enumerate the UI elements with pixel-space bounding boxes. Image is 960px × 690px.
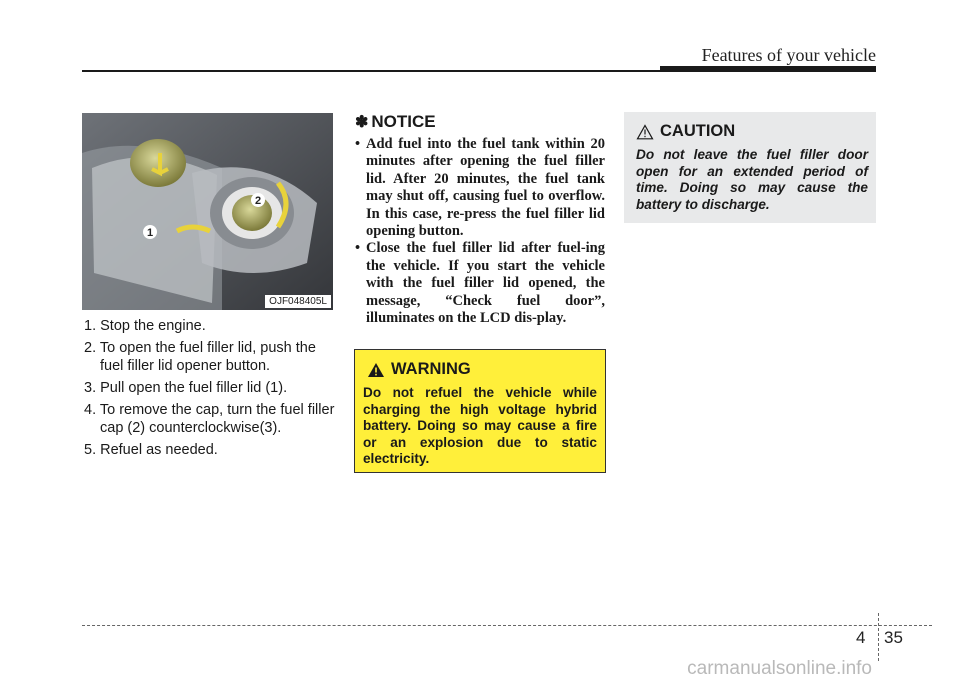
caution-box — [624, 112, 876, 223]
notice-star-icon: ✽ — [355, 114, 369, 131]
bullet-icon: • — [355, 136, 361, 152]
caution-title: CAUTION — [660, 122, 736, 140]
callout-1: 1 — [146, 227, 154, 239]
notice-box — [355, 112, 605, 327]
warning-text: Do not refuel the vehicle while charging the high voltage hybrid battery. Doing so may cause a fire or an explosion due to static electricity. — [363, 385, 597, 467]
page-divider — [878, 613, 879, 661]
notice-title — [355, 112, 605, 132]
warning-header — [367, 360, 597, 379]
step-item: 4. To remove the cap, turn the fuel filler cap (2) counterclockwise(3). — [84, 402, 335, 436]
step-item: 1. Stop the engine. — [84, 318, 206, 334]
step-item: 3. Pull open the fuel filler lid (1). — [84, 380, 288, 396]
warning-title: WARNING — [391, 360, 471, 378]
notice-item — [355, 136, 605, 240]
bullet-icon: • — [355, 240, 361, 257]
callout-2: 2 — [254, 195, 262, 207]
step-item: 2. To open the fuel filler lid, push the fuel filler lid opener button. — [84, 340, 316, 374]
warning-triangle-icon — [367, 362, 385, 378]
notice-item-text: Add fuel into the fuel tank within 20 minutes after opening the fuel filler lid. After 20 minutes, the fuel tank may shut off, causing fuel to overflow. In this case, re-press the fuel filler lid opening button. — [366, 136, 605, 240]
photo-code: OJF048405L — [265, 295, 331, 308]
notice-item-text: Close the fuel filler lid after fuel-ing the vehicle. If you start the vehicle with the fuel filler lid opened, the message, “Check fuel door”, illuminates on the LCD dis-play. — [366, 240, 605, 327]
notice-item — [355, 240, 605, 327]
header-title: Features of your vehicle — [701, 45, 876, 65]
watermark: carmanualsonline.info — [687, 658, 872, 679]
step-item: 5. Refuel as needed. — [84, 442, 218, 458]
steps-list — [84, 317, 336, 463]
page-number: 35 — [884, 628, 903, 647]
fuel-filler-illustration — [82, 113, 333, 310]
caution-header — [636, 122, 868, 141]
chapter-number: 4 — [856, 628, 866, 647]
caution-text: Do not leave the fuel filler door open for an extended period of time. Doing so may cause the battery to discharge. — [636, 147, 868, 212]
notice-title-text: NOTICE — [371, 112, 436, 131]
footer-rule — [82, 625, 932, 626]
header-rule-accent — [660, 66, 876, 72]
caution-triangle-icon — [636, 124, 654, 140]
fuel-filler-photo — [82, 113, 333, 310]
warning-box — [354, 349, 606, 473]
